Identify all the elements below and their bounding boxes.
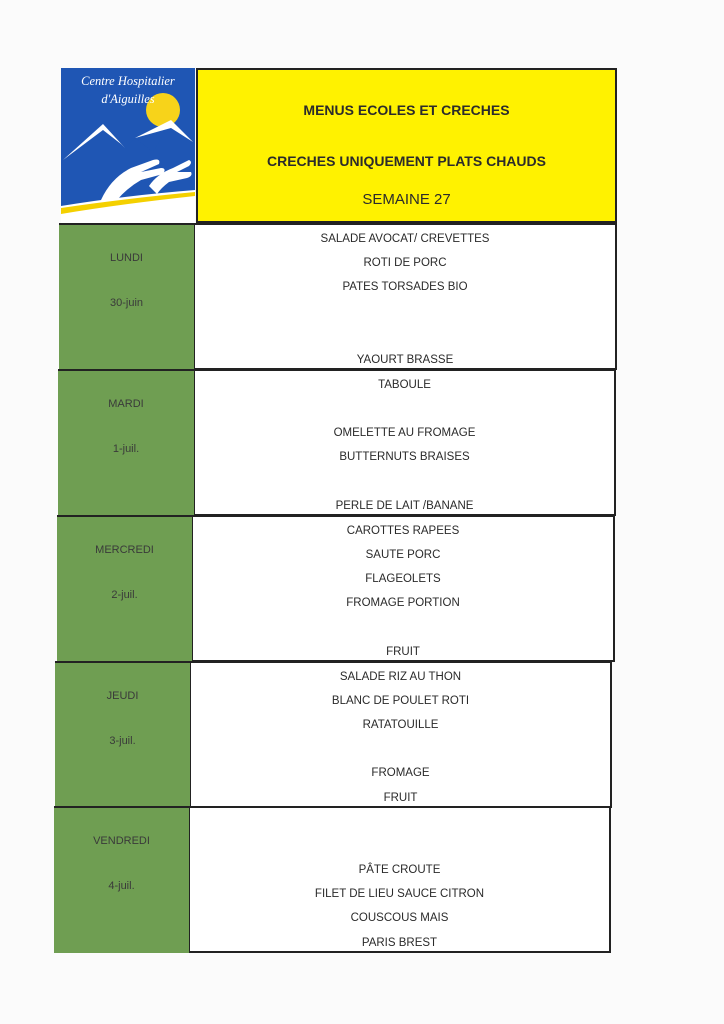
header-box [196,68,617,223]
menu-item: BUTTERNUTS BRAISES [339,451,470,463]
day-date: 3-juil. [109,735,136,747]
menu-item: FROMAGE [371,767,430,779]
day-cell [59,223,194,370]
menu-item: FLAGEOLETS [365,573,441,585]
menu-cell [194,223,617,370]
day-date: 2-juil. [111,589,138,601]
menu-item: COUSCOUS MAIS [350,912,449,924]
menu-item: RATATOUILLE [362,719,439,731]
menu-item: FROMAGE PORTION [346,597,460,609]
logo-line-1: Centre Hospitalier [81,74,175,88]
menu-item: CAROTTES RAPEES [346,525,460,537]
menu-cell [190,661,612,808]
menu-cell [192,515,615,662]
menu-item: PARIS BREST [361,937,438,949]
menu-item: PATES TORSADES BIO [342,281,468,293]
day-date: 1-juil. [112,443,140,455]
day-name: VENDREDI [93,835,150,847]
menu-item: SAUTE PORC [365,549,441,561]
menu-item: FILET DE LIEU SAUCE CITRON [314,888,485,900]
menu-item: ROTI DE PORC [363,257,447,269]
logo-line-2: d'Aiguilles [101,92,155,106]
menu-item: SALADE RIZ AU THON [339,671,462,683]
day-cell [55,661,190,808]
week-label: SEMAINE 27 [362,191,451,208]
day-date: 30-juin [109,297,144,309]
day-cell [58,369,194,516]
day-name: MARDI [108,398,144,410]
menu-item: YAOURT BRASSE [356,354,454,366]
menu-item: OMELETTE AU FROMAGE [333,427,476,439]
day-name: MERCREDI [95,544,154,556]
menu-item: FRUIT [383,792,418,804]
day-cell [54,806,189,953]
page-title: MENUS ECOLES ET CRECHES [303,102,510,118]
day-cell [57,515,192,662]
menu-cell [189,806,611,953]
menu-item: BLANC DE POULET ROTI [331,695,470,707]
page-subtitle: CRECHES UNIQUEMENT PLATS CHAUDS [267,153,546,169]
menu-item: SALADE AVOCAT/ CREVETTES [320,233,490,245]
menu-item: PÂTE CROUTE [358,864,441,876]
menu-cell [194,369,616,516]
menu-item: PERLE DE LAIT /BANANE [335,500,474,512]
day-name: LUNDI [109,252,143,264]
day-date: 4-juil. [108,880,135,892]
hospital-logo [61,68,195,224]
menu-item: TABOULE [378,379,431,391]
menu-item: FRUIT [386,646,420,658]
day-name: JEUDI [106,690,139,702]
